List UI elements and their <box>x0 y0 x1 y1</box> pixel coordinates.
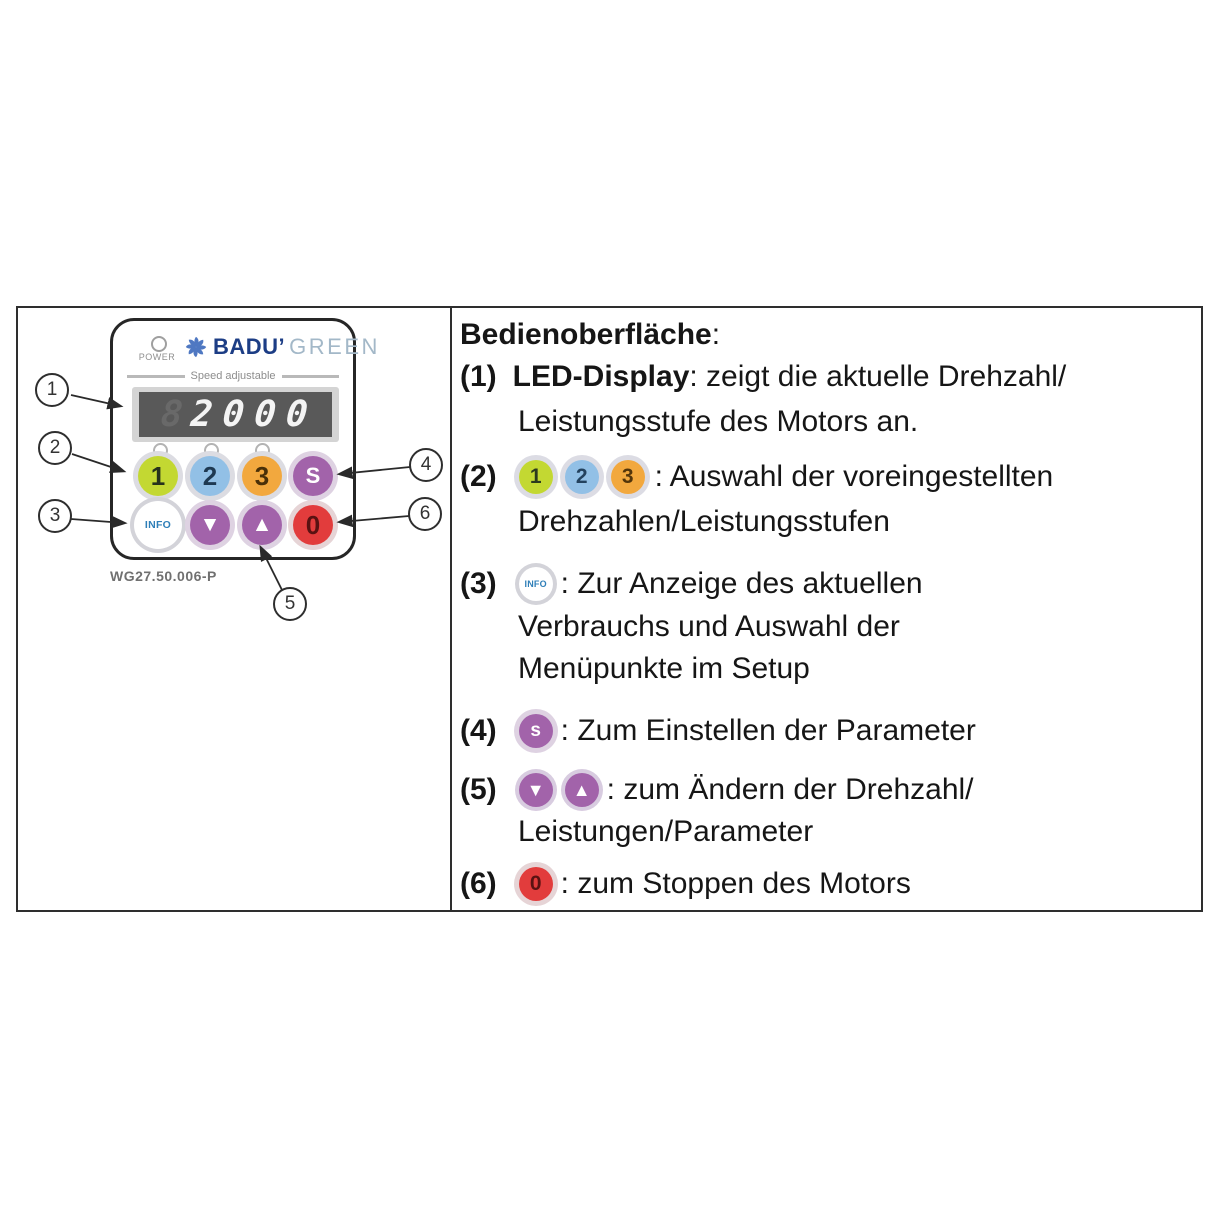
row-2-line-2: Drehzahlen/Leistungsstufen <box>518 505 890 538</box>
preset1-button-icon: 1 <box>519 460 553 494</box>
section-title-text: Bedienoberfläche <box>460 318 712 351</box>
item-number-1: (1) <box>460 360 497 393</box>
preset2-button-icon: 2 <box>565 460 599 494</box>
setup-button-icon: s <box>519 714 553 748</box>
row-1-term: LED-Display <box>512 360 690 393</box>
preset2-button: 2 <box>190 456 230 496</box>
stop-button: 0 <box>293 505 333 545</box>
tagline-bar-left <box>127 375 185 378</box>
badu-fan-icon <box>183 334 209 360</box>
row-1-line-2: Leistungsstufe des Motors an. <box>518 405 919 438</box>
device-panel <box>110 318 380 560</box>
row-4-line-1: (4) s : Zum Einstellen der Parameter <box>460 714 976 747</box>
callout-2: 2 <box>38 431 72 465</box>
item-number-5: (5) <box>460 773 497 806</box>
arrow-up-button: ▲ <box>242 505 282 545</box>
control-panel-table <box>16 306 1203 912</box>
tagline <box>127 370 339 382</box>
row-6-line-1: (6) 0 : zum Stoppen des Motors <box>460 867 911 900</box>
power-led-icon <box>151 336 167 352</box>
row-1-line-1: (1) LED-Display: zeigt die aktuelle Drehzahl/ <box>460 360 1067 393</box>
row-5-line-1: (5) ▼ ▲ : zum Ändern der Drehzahl/ <box>460 773 974 806</box>
brand-name: BADU’ <box>213 334 286 359</box>
row-3-line-3: Menüpunkte im Setup <box>518 652 810 685</box>
model-number-label: WG27.50.006-P <box>110 568 217 584</box>
row-3-line-2: Verbrauchs und Auswahl der <box>518 610 900 643</box>
callout-1: 1 <box>35 373 69 407</box>
arrow-down-button-icon: ▼ <box>519 773 553 807</box>
section-title: Bedienoberfläche: <box>460 318 721 351</box>
item-number-3: (3) <box>460 567 497 600</box>
setup-button: S <box>293 456 333 496</box>
row-2-line-1: (2) 1 2 3 : Auswahl der voreingestellten <box>460 460 1054 493</box>
tagline-text: Speed adjustable <box>190 370 276 382</box>
arrow-down-button: ▼ <box>190 505 230 545</box>
tagline-bar-right <box>282 375 340 378</box>
power-label: POWER <box>138 352 176 362</box>
item-number-2: (2) <box>460 460 497 493</box>
callout-5: 5 <box>273 587 307 621</box>
device-illustration-cell <box>18 308 452 910</box>
description-cell <box>452 308 1201 910</box>
info-button: INFO <box>138 505 178 545</box>
brand-suffix: GREEN <box>289 334 380 359</box>
item-number-4: (4) <box>460 714 497 747</box>
row-3-line-1: (3) INFO : Zur Anzeige des aktuellen <box>460 567 923 600</box>
preset1-button: 1 <box>138 456 178 496</box>
arrow-up-button-icon: ▲ <box>565 773 599 807</box>
stop-button-icon: 0 <box>519 867 553 901</box>
info-button-icon: INFO <box>519 567 553 601</box>
preset3-button: 3 <box>242 456 282 496</box>
callout-3: 3 <box>38 499 72 533</box>
display-value: 2000 <box>189 394 320 435</box>
preset3-button-icon: 3 <box>611 460 645 494</box>
callout-4: 4 <box>409 448 443 482</box>
callout-6: 6 <box>408 497 442 531</box>
brand-logo <box>183 334 380 360</box>
display-ghost-digit: 8 <box>159 394 185 435</box>
led-display <box>132 387 339 442</box>
item-number-6: (6) <box>460 867 497 900</box>
led-display-screen <box>139 392 332 437</box>
row-5-line-2: Leistungen/Parameter <box>518 815 814 848</box>
